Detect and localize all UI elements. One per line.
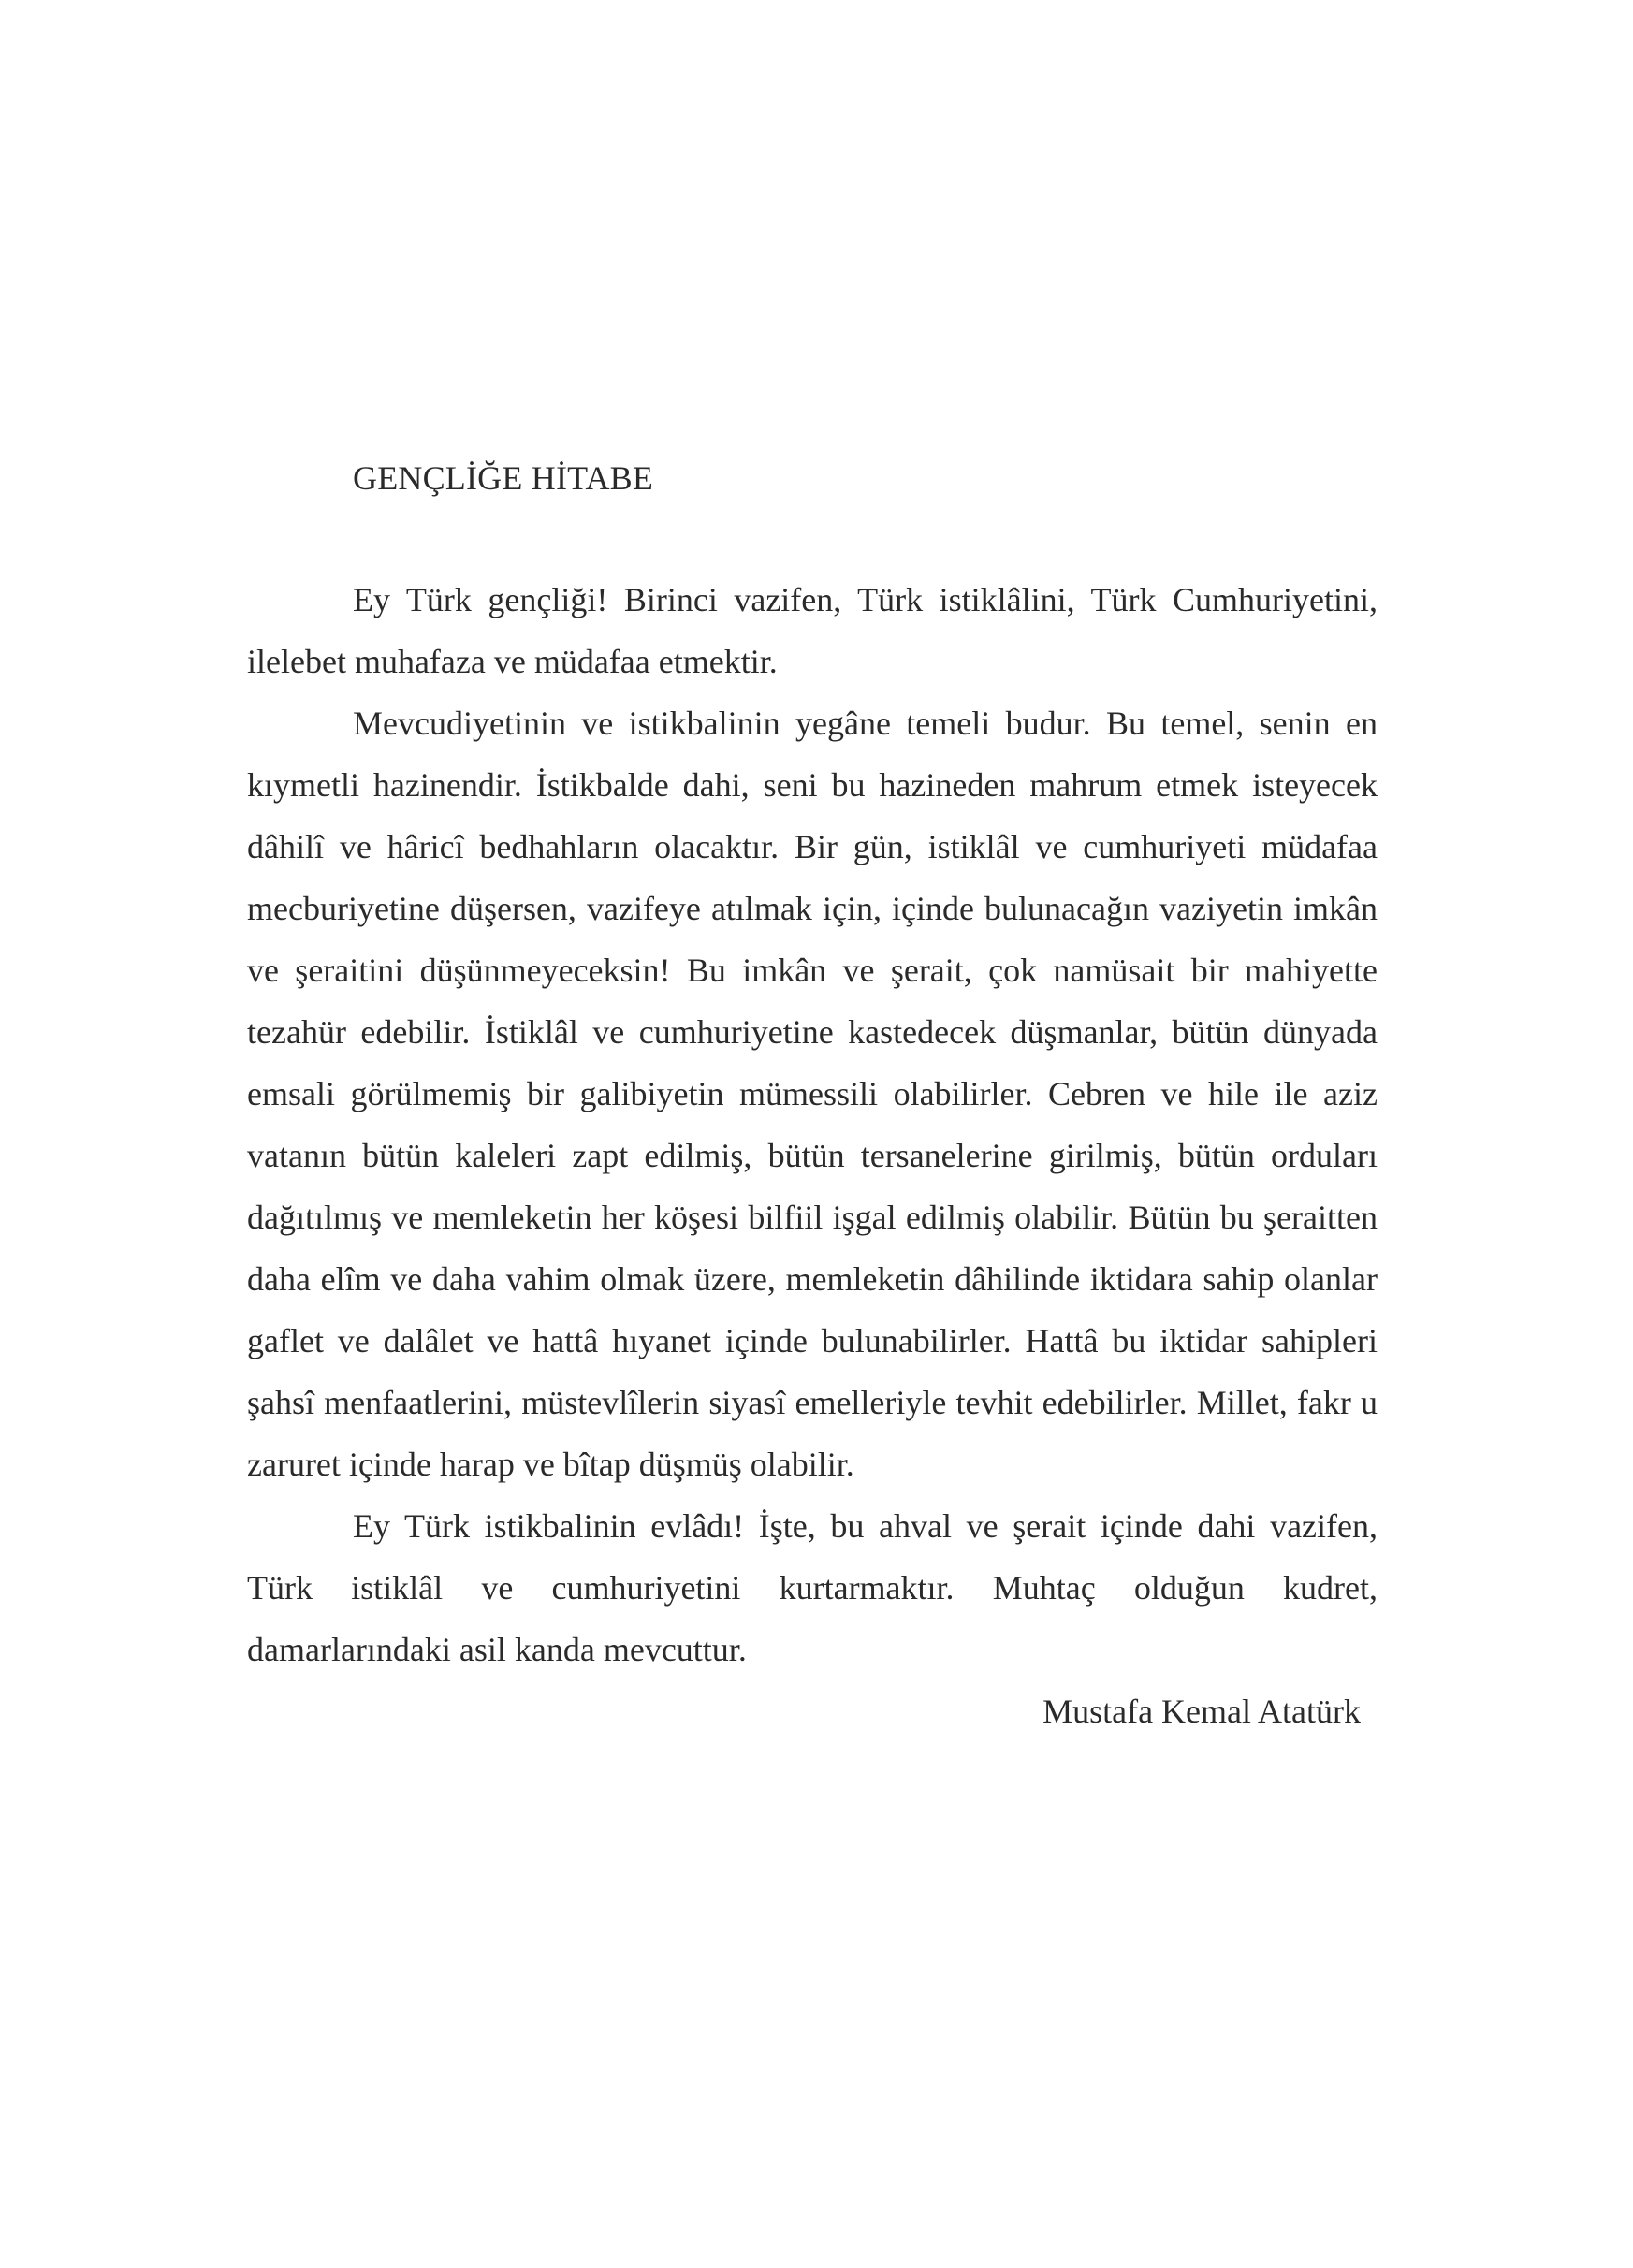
signature: Mustafa Kemal Atatürk (1042, 1693, 1361, 1730)
paragraph-2: Mevcudiyetinin ve istikbalinin yegâne temeli budur. Bu temel, senin en kıymetli hazinendir. İstikbalde dahi, seni bu hazineden mahrum etmek isteyecek dâhilî ve hâricî bedhahların olacaktır. Bir gün, istiklâl ve cumhuriyeti müdafaa mecburiyetine düşersen, vazifeye atılmak için, içinde bulunacağın vaziyetin imkân ve şeraitini düşünmeyeceksin! Bu imkân ve şerait, çok namüsait bir mahiyette tezahür edebilir. İstiklâl ve cumhuriyetine kastedecek düşmanlar, bütün dünyada emsali görülmemiş bir galibiyetin mümessili olabilirler. Cebren ve hile ile aziz vatanın bütün kaleleri zapt edilmiş, bütün tersanelerine girilmiş, bütün orduları dağıtılmış ve memleketin her köşesi bilfiil işgal edilmiş olabilir. Bütün bu şeraitten daha elîm ve daha vahim olmak üzere, memleketin dâhilinde iktidara sahip olanlar gaflet ve dalâlet ve hattâ hıyanet içinde bulunabilirler. Hattâ bu iktidar sahipleri şahsî menfaatlerini, müstevlîlerin siyasî emelleriyle tevhit edebilirler. Millet, fakr u zaruret içinde harap ve bîtap düşmüş olabilir. (247, 705, 1378, 1483)
paragraph-3: Ey Türk istikbalinin evlâdı! İşte, bu ahval ve şerait içinde dahi vazifen, Türk istiklâl ve cumhuriyetini kurtarmaktır. Muhtaç olduğun kudret, damarlarındaki asil kanda mevcuttur. (247, 1507, 1378, 1668)
paragraph-1: Ey Türk gençliği! Birinci vazifen, Türk istiklâlini, Türk Cumhuriyetini, ilelebet muhafaza ve müdafaa etmektir. (247, 581, 1378, 680)
document-title: GENÇLİĞE HİTABE (353, 459, 654, 497)
text-block (247, 447, 1378, 1742)
